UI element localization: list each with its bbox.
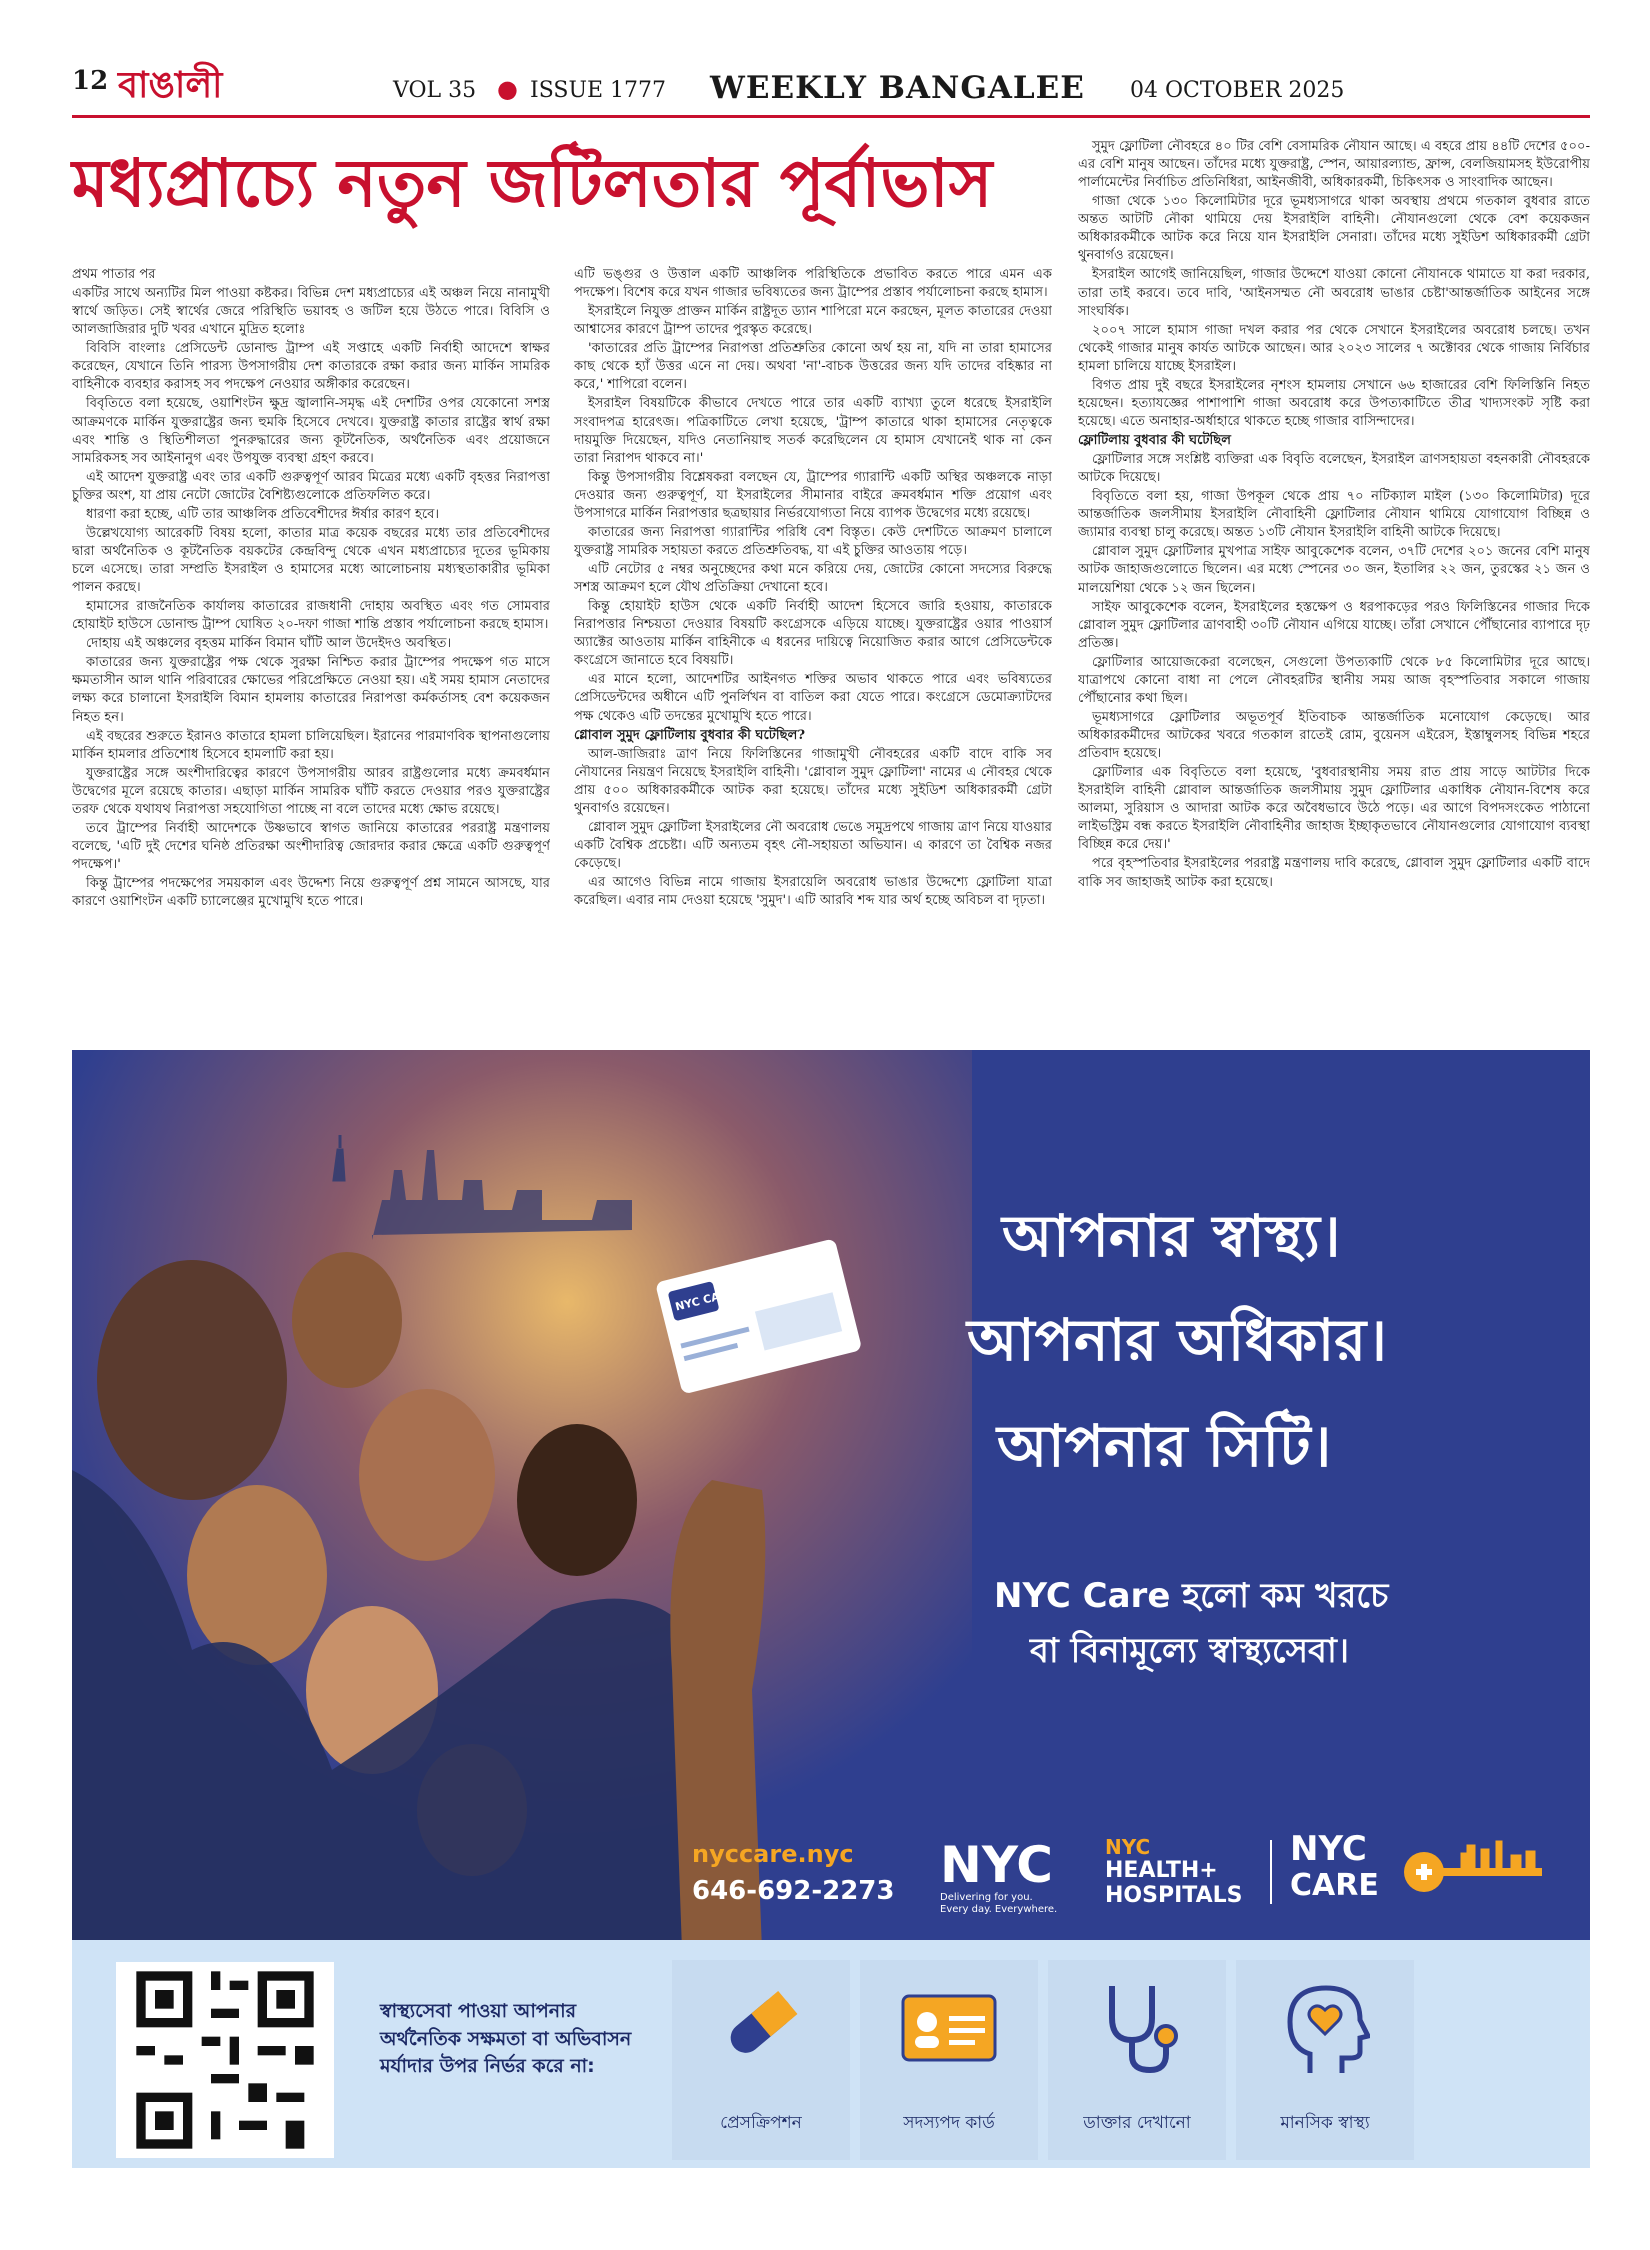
paper-name: WEEKLY BANGALEE (710, 70, 1085, 106)
benefit-doctor-visit (1048, 1960, 1226, 2160)
paragraph: এর মানে হলো, আদেশটির আইনগত শক্তির অভাব থাকতে পারে এবং ভবিষ্যতের প্রেসিডেন্টদের অধীনে এটি পুনর্লিখন বা বাতিল করা যেতে পারে। কংগ্রেসে ডেমোক্র্যাটদের পক্ষ থেকেও এটি তদন্তের মুখোমুখি হতে পারে। (574, 672, 1052, 724)
subheading: গ্লোবাল সুমুদ ফ্লোটিলায় বুধবার কী ঘটেছিল? (574, 727, 806, 743)
illustration-people-with-card (72, 1050, 972, 1950)
id-card-icon (899, 1988, 999, 2068)
page-number: 12 (72, 66, 109, 96)
card-brand: NYC CARE (673, 1286, 737, 1314)
benefit-label: ডাক্তার দেখানো (1083, 2113, 1191, 2133)
hh-line-1: HEALTH+ (1105, 1858, 1218, 1883)
masthead-rule (72, 115, 1590, 118)
paragraph: তবে ট্রাম্পের নির্বাহী আদেশকে উষ্ণভাবে স্বাগত জানিয়ে কাতারের পররাষ্ট্র মন্ত্রণালয় বলেছে, 'এটি দুই দেশের ঘনিষ্ঠ প্রতিরক্ষা অংশীদারিত্ব জোরদার করার ক্ষেত্রে একটি গুরুত্বপূর্ণ পদক্ষেপ।' (72, 820, 550, 872)
paragraph: হামাসের রাজনৈতিক কার্যালয় কাতারের রাজধানী দোহায় অবস্থিত এবং গত সোমবার হোয়াইট হাউসে ডোনাল্ড ট্রাম্প ঘোষিত ২০-দফা গাজা শান্তি প্রস্তাব পর্যালোচনা করছে হামাস। (72, 599, 550, 633)
paragraph: কাতারের জন্য যুক্তরাষ্ট্রের পক্ষ থেকে সুরক্ষা নিশ্চিত করার ট্রাম্পের পদক্ষেপ গত মাসে ক্ষমতাসীন আল থানি পরিবারের ক্ষোভের পরিপ্রেক্ষিতে নেওয়া হয়। এই সময় হামাস নেতাদের লক্ষ্য করে চালানো ইসরাইলি বিমান হামলায় কাতারের নিরাপত্তা কর্মকর্তাসহ বেশ কয়েকজন নিহত হন। (72, 655, 550, 725)
paragraph: কাতারের জন্য নিরাপত্তা গ্যারান্টির পরিধি বেশ বিস্তৃত। কেউ দেশটিতে আক্রমণ চালালে যুক্তরাষ্ট্র সামরিক সহায়তা করতে প্রতিশ্রুতিবদ্ধ, যা এই চুক্তির আওতায় পড়ে। (574, 524, 1052, 558)
nyc-care-logo-care: CARE (1290, 1868, 1379, 1903)
health-hospitals-nyc: NYC (1105, 1835, 1151, 1859)
stethoscope-icon (1092, 1978, 1182, 2078)
paragraph: পরে বৃহস্পতিবার ইসরাইলের পররাষ্ট্র মন্ত্রণালয় দাবি করেছে, গ্লোবাল সুমুদ ফ্লোটিলার একটি বাদে বাকি সব জাহাজই আটক করা হয়েছে। (1078, 856, 1590, 890)
paragraph: বিবৃতিতে বলা হয়, গাজা উপকূল থেকে প্রায় ৭০ নটিক্যাল মাইল (১৩০ কিলোমিটার) দূরে আন্তর্জাতিক জলসীমায় ইসরাইলি নৌবাহিনী ফ্লোটিলার নৌযান থামিয়ে যোগাযোগ বিচ্ছিন্ন ও জ্যামার ব্যবস্থা চালু করেছে। অন্তত ১৩টি নৌযান ইসরাইলি বাহিনী আটকে দিয়েছে। (1078, 489, 1590, 541)
paragraph: ভূমধ্যসাগরে ফ্লোটিলার অভূতপূর্ব ইতিবাচক আন্তর্জাতিক মনোযোগ কেড়েছে। আর অধিকারকর্মীদের আটকের খবরে গতকাল রাতেই রোম, বুয়েনস এইরেস, ইস্তাম্বুলসহ বিভিন্ন শহরে প্রতিবাদ হয়েছে। (1078, 709, 1590, 762)
paragraph: এটি নেটোর ৫ নম্বর অনুচ্ছেদের কথা মনে করিয়ে দেয়, জোটের কোনো সদস্যের বিরুদ্ধে সশস্ত্র আক্রমণ হলে যৌথ প্রতিক্রিয়া দেখানো হবে। (574, 562, 1052, 596)
paragraph: কিন্তু হোয়াইট হাউস থেকে একটি নির্বাহী আদেশ হিসেবে জারি হওয়ায়, কাতারকে নিরাপত্তার নিশ্চয়তা দেওয়ার বিষয়টি কংগ্রেসকে এড়িয়ে যাচ্ছে। যুক্তরাষ্ট্রের ওয়ার পাওয়ার্স অ্যাক্টের আওতায় মার্কিন বাহিনীকে এ ধরনের দায়িত্বে নিয়োজিত করার আগে প্রেসিডেন্টকে কংগ্রেসে জানাতে হবে বিষয়টি। (574, 599, 1052, 669)
paragraph: যুক্তরাষ্ট্রের সঙ্গে অংশীদারিত্বের কারণে উপসাগরীয় আরব রাষ্ট্রগুলোর মধ্যে ক্রমবর্ধমান উদ্বেগের মূলে রয়েছে কাতার। এছাড়া মার্কিন সামরিক ঘাঁটি করতে দেওয়ার পরও যুক্তরাষ্ট্রের তরফ থেকে যথাযথ নিরাপত্তা সহযোগিতা পাচ্ছে না বলে তাদের মধ্যে ক্ষোভ রয়েছে। (72, 765, 550, 817)
issue-label: ISSUE 1777 (530, 78, 667, 103)
article-column-1 (72, 266, 550, 1042)
paragraph: কিন্তু উপসাগরীয় বিশ্লেষকরা বলছেন যে, ট্রাম্পের গ্যারান্টি একটি অস্থির অঞ্চলকে নাড়া দেওয়ার জন্য গুরুত্বপূর্ণ, যা ইসরাইলের সীমানার বাইরে ক্রমবর্ধমান শক্তি প্রয়োগ এবং উপসাগরে মার্কিন নিরাপত্তার ছত্রছায়ার নির্ভরযোগ্যতা নিয়ে ব্যাপক উদ্বেগের মধ্যে রয়েছে। (574, 469, 1052, 521)
benefit-mental-health (1236, 1960, 1414, 2160)
paragraph: এর আগেও বিভিন্ন নামে গাজায় ইসরায়েলি অবরোধ ভাঙার উদ্দেশ্যে ফ্লোটিলা যাত্রা করেছিল। এবার নাম দেওয়া হয়েছে 'সুমুদ'। এটি আরবি শব্দ যার অর্থ হচ্ছে অবিচল বা দৃঢ়তা। (574, 875, 1052, 909)
ad-headline-3: আপনার সিটি। (997, 1412, 1332, 1480)
pill-icon (716, 1980, 806, 2070)
ad-headline-1: আপনার স্বাস্থ্য। (1002, 1202, 1341, 1270)
paragraph: বিবিসি বাংলাঃ প্রেসিডেন্ট ডোনাল্ড ট্রাম্প এই সপ্তাহে একটি নির্বাহী আদেশে স্বাক্ষর করেছেন, যেখানে তিনি পারস্য উপসাগরীয় দেশ কাতারকে রক্ষা করার জন্য মার্কিন সামরিক বাহিনীকে ব্যবহার করাসহ সব পদক্ষেপ নেওয়ার অঙ্গীকার করেছেন। (72, 341, 550, 393)
article-column-2 (574, 266, 1052, 1042)
nyc-tagline (940, 1892, 1057, 1916)
paragraph: সুমুদ ফ্লোটিলা নৌবহরে ৪০ টির বেশি বেসামরিক নৌযান আছে। এ বহরে প্রায় ৪৪টি দেশের ৫০০-এর বেশি মানুষ আছেন। তাঁদের মধ্যে যুক্তরাষ্ট্র, স্পেন, আয়ারল্যান্ড, ফ্রান্স, বেলজিয়ামসহ ইউরোপীয় পার্লামেন্টের নির্বাচিত প্রতিনিধিরা, আইনজীবী, অধিকারকর্মী, চিকিৎসক ও সাংবাদিক আছেন। (1078, 139, 1590, 191)
paragraph: এই আদেশ যুক্তরাষ্ট্র এবং তার একটি গুরুত্বপূর্ণ আরব মিত্রের মধ্যে একটি বৃহত্তর নিরাপত্তা চুক্তির অংশ, যা প্রায় নেটো জোটের বৈশিষ্ট্যগুলোকে প্রতিফলিত করে। (72, 469, 550, 503)
paragraph: ফ্লোটিলার এক বিবৃতিতে বলা হয়েছে, 'বুধবারস্থানীয় সময় রাত প্রায় সাড়ে আটটার দিকে ইসরাইলি বাহিনী গ্লোবাল আন্তর্জাতিক জলসীমায় সুমুদ ফ্লোটিলার একাধিক নৌযান-বিশেষ করে আলমা, সুরিয়াস ও আদারা আটক করে অবৈধভাবে উঠে পড়ে। এর আগে বিপদসংকেত পাঠানো লাইভস্ট্রিম বন্ধ করতে ইসরাইলি নৌবাহিনীর জাহাজ ইচ্ছাকৃতভাবে নৌযানগুলোর যোগাযোগ ব্যবস্থা বিচ্ছিন্ন করে দেয়।' (1078, 765, 1590, 853)
paragraph: আল-জাজিরাঃ ত্রাণ নিয়ে ফিলিস্তিনের গাজামুখী নৌবহরের একটি বাদে বাকি সব নৌযানের নিয়ন্ত্রণ নিয়েছে ইসরাইলি বাহিনী। 'গ্লোবাল সুমুদ ফ্লোটিলা' নামের এ নৌবহর থেকে প্রায় ৫০০ অধিকারকর্মীকে আটক করা হয়েছে। তাঁদের মধ্যে সুইডিশ অধিকারকর্মী গ্রেটা থুনবার্গও রয়েছেন। (574, 746, 1052, 816)
paragraph: গ্লোবাল সুমুদ ফ্লোটিলা ইসরাইলের নৌ অবরোধ ভেঙে সমুদ্রপথে গাজায় ত্রাণ নিয়ে যাওয়ার একটি বৈশ্বিক প্রচেষ্টা। এটি অন্যতম বৃহৎ নৌ-সহায়তা অভিযান। এ কারণে তা বৈশ্বিক নজর কেড়েছে। (574, 819, 1052, 871)
paragraph: 'কাতারের প্রতি ট্রাম্পের নিরাপত্তা প্রতিশ্রুতির কোনো অর্থ হয় না, যদি না তারা হামাসের কাছ থেকে হ্যাঁ উত্তর এনে না দেয়। অথবা 'না'-বাচক উত্তরের জন্য যদি তাদের বহিষ্কার না করে,' শাপিরো বলেন। (574, 341, 1052, 393)
paragraph: একটির সাথে অন্যটির মিল পাওয়া কষ্টকর। বিভিন্ন দেশ মধ্যপ্রাচ্যের এই অঞ্চল নিয়ে নানামুখী স্বার্থে জড়িত। সেই স্বার্থের জেরে পরিস্থিতি ভয়াবহ ও জটিল হয়ে উঠতে পারে। বিবিসি ও আলজাজিরার দুটি খবর এখানে মুদ্রিত হলোঃ (72, 286, 550, 338)
newspaper-logo: বাঙালী (118, 65, 223, 106)
paragraph: ফ্লোটিলার আয়োজকেরা বলেছেন, সেগুলো উপত্যকাটি থেকে ৮৫ কিলোমিটার দূরে আছে। যাত্রাপথে কোনো বাধা না পেলে নৌবহরটির স্থানীয় সময় আজ বৃহস্পতিবার সকালে গাজায় পৌঁছানোর কথা ছিল। (1078, 654, 1590, 706)
ad-phone[interactable]: 646-692-2273 (692, 1876, 895, 1906)
paragraph: ধারণা করা হচ্ছে, এটি তার আঞ্চলিক প্রতিবেশীদের ঈর্ষার কারণ হবে। (86, 506, 440, 522)
article-column-3 (1078, 138, 1590, 1042)
paragraph: বিবৃতিতে বলা হয়েছে, ওয়াশিংটন ক্ষুদ্র জ্বালানি-সমৃদ্ধ এই দেশটির ওপর যেকোনো সশস্ত্র আক্রমণকে মার্কিন যুক্তরাষ্ট্রের জন্য হুমকি হিসেবে দেখবে। যুক্তরাষ্ট্র কাতার রাষ্ট্রের স্বার্থ রক্ষা এবং শান্তি ও স্থিতিশীলতা পুনরুদ্ধারের জন্য কূটনৈতিক, অর্থনৈতিক এবং প্রয়োজনে সামরিকসহ সব আইনানুগ এবং উপযুক্ত ব্যবস্থা গ্রহণ করবে। (72, 396, 550, 466)
paragraph: ইসরাইলে নিযুক্ত প্রাক্তন মার্কিন রাষ্ট্রদূত ড্যান শাপিরো মনে করছেন, মূলত কাতারের দেওয়া আশ্বাসের কারণে ট্রাম্প তাদের পুরস্কৃত করেছে। (574, 304, 1052, 338)
paragraph: এই বছরের শুরুতে ইরানও কাতারে হামলা চালিয়েছিল। ইরানের পারমাণবিক স্থাপনাগুলোয় মার্কিন হামলার প্রতিশোধ হিসেবে হামলাটি করা হয়। (72, 728, 550, 762)
benefit-member-card (860, 1960, 1038, 2160)
eligibility-note: স্বাস্থ্যসেবা পাওয়া আপনার অর্থনৈতিক সক্ষমতা বা অভিবাসন মর্যাদার উপর নির্ভর করে না: (380, 2000, 632, 2078)
nyc-logo: NYC (940, 1836, 1053, 1894)
nyc-care-logo-nyc: NYC (1290, 1829, 1367, 1869)
paragraph: ফ্লোটিলার সঙ্গে সংশ্লিষ্ট ব্যক্তিরা এক বিবৃতি বলেছেন, ইসরাইল ত্রাণসহায়তা বহনকারী নৌবহরকে আটকে দিয়েছে। (1078, 452, 1590, 486)
nyc-tagline-2: Every day. Everywhere. (940, 1904, 1058, 1915)
ad-website[interactable]: nyccare.nyc (692, 1840, 854, 1868)
qr-code[interactable] (116, 1962, 334, 2158)
paragraph: গ্লোবাল সুমুদ ফ্লোটিলার মুখপাত্র সাইফ আবুকেশেক বলেন, ৩৭টি দেশের ২০১ জনের বেশি মানুষ আটক জাহাজগুলোতে ছিলেন। এর মধ্যে স্পেনের ৩০ জন, ইতালির ২২ জন, তুরস্কের ২১ জন ও মালয়েশিয়া থেকে ১২ জন ছিলেন। (1078, 544, 1590, 596)
issue-date: 04 OCTOBER 2025 (1130, 78, 1345, 103)
benefit-label: প্রেসক্রিপশন (720, 2113, 802, 2133)
benefit-label: মানসিক স্বাস্থ্য (1280, 2113, 1370, 2133)
paragraph: উল্লেখযোগ্য আরেকটি বিষয় হলো, কাতার মাত্র কয়েক বছরের মধ্যে তার প্রতিবেশীদের দ্বারা অর্থনৈতিক ও কূটনৈতিক বয়কটের কেন্দ্রবিন্দু থেকে এখন মধ্যপ্রাচ্যের দূতের ভূমিকায় চলে এসেছে। তারা সম্প্রতি ইসরাইল ও হামাসের মধ্যে আলোচনায় মধ্যস্থতাকারীর ভূমিকা পালন করছে। (72, 525, 550, 596)
hh-line-2: HOSPITALS (1105, 1883, 1243, 1909)
article-headline: মধ্যপ্রাচ্যে নতুন জটিলতার পূর্বাভাস (72, 145, 993, 222)
paragraph: গাজা থেকে ১৩০ কিলোমিটার দূরে ভূমধ্যসাগরে থাকা অবস্থায় প্রথমে গতকাল বুধবার রাতে অন্তত আটটি নৌকা থামিয়ে দেয় ইসরাইলি বাহিনী। নৌযানগুলো থেকে বেশ কয়েকজন অধিকারকর্মীকে আটক করে নিয়ে যান ইসরাইলি সেনারা। তাঁদের মধ্যে সুইডিশ অধিকারকর্মী গ্রেটা থুনবার্গও রয়েছেন। (1078, 194, 1590, 264)
mind-heart-icon (1280, 1978, 1370, 2078)
benefit-prescription (672, 1960, 850, 2160)
nyc-tagline-1: Delivering for you. (940, 1892, 1033, 1903)
paragraph: বিগত প্রায় দুই বছরে ইসরাইলের নৃশংস হামলায় সেখানে ৬৬ হাজারের বেশি ফিলিস্তিনি নিহত হয়েছেন। হত্যাযজ্ঞের পাশাপাশি গাজা অবরোধ করে উপত্যকাটিতে তীব্র খাদ্যসংকট সৃষ্টি করা হয়েছে। এতে অনাহার-অর্ধাহারে থাকতে হচ্ছে গাজার বাসিন্দাদের। (1078, 377, 1590, 429)
ad-subheadline-2: বা বিনামূল্যে স্বাস্থ্যসেবা। (1030, 1631, 1349, 1671)
continuation-note: প্রথম পাতার পর (72, 267, 156, 282)
paragraph: এটি ভঙ্গুর ও উত্তাল একটি আঞ্চলিক পরিস্থিতিকে প্রভাবিত করতে পারে এমন এক পদক্ষেপ। বিশেষ করে যখন গাজার ভবিষ্যতের জন্য ট্রাম্পের প্রস্তাব পর্যালোচনা করছে হামাস। (574, 267, 1052, 301)
nyc-care-advertisement (72, 1050, 1590, 2168)
paragraph: ২০০৭ সালে হামাস গাজা দখল করার পর থেকে সেখানে ইসরাইলের অবরোধ চলছে। তখন থেকেই গাজার মানুষ কার্যত আটকে আছেন। আর ২০২৩ সালের ৭ অক্টোবর থেকে গাজায় নির্বিচার হামলা চালিয়ে যাচ্ছে ইসরাইল। (1078, 322, 1590, 374)
paragraph: ইসরাইল আগেই জানিয়েছিল, গাজার উদ্দেশে যাওয়া কোনো নৌযানকে থামাতে যা করা দরকার, তারা তাই করবে। তবে দাবি, 'আইনসম্মত নৌ অবরোধ ভাঙার চেষ্টা'আন্তর্জাতিক আইনের সঙ্গে সাংঘর্ষিক। (1078, 267, 1590, 319)
health-hospitals-logo (1105, 1858, 1242, 1909)
benefit-label: সদস্যপদ কার্ড (903, 2113, 995, 2133)
paragraph: সাইফ আবুকেশেক বলেন, ইসরাইলের হস্তক্ষেপ ও ধরপাকড়ের পরও ফিলিস্তিনের গাজার দিকে গ্লোবাল সুমুদ ফ্লোটিলার ত্রাণবাহী ৩০টি নৌযান এগিয়ে যাচ্ছে। তাঁরা সেখানে পৌঁছানোর ব্যাপারে দৃঢ় প্রতিজ্ঞ। (1078, 599, 1590, 651)
key-skyline-icon (1402, 1832, 1552, 1902)
paragraph: কিন্তু ট্রাম্পের পদক্ষেপের সময়কাল এবং উদ্দেশ্য নিয়ে গুরুত্বপূর্ণ প্রশ্ন সামনে আসছে, যার কারণে ওয়াশিংটন একটি চ্যালেঞ্জের মুখোমুখি হতে পারে। (72, 876, 550, 910)
paragraph: ইসরাইল বিষয়টিকে কীভাবে দেখতে পারে তার একটি ব্যাখ্যা তুলে ধরেছে ইসরাইলি সংবাদপত্র হারেৎজ। পত্রিকাটিতে লেখা হয়েছে, 'ট্রাম্প কাতারে থাকা হামাসের নেতৃত্বকে দায়মুক্তি দিয়েছেন, যদিও নেতানিয়াহু সতর্ক করেছিলেন যে হামাস যেখানেই থাক না কেন তারা নিরাপদ থাকবে না।' (574, 396, 1052, 466)
logo-divider (1270, 1840, 1272, 1904)
ad-headline-2: আপনার অধিকার। (967, 1306, 1387, 1374)
paragraph: দোহায় এই অঞ্চলের বৃহত্তম মার্কিন বিমান ঘাঁটি আল উদেইদও অবস্থিত। (86, 636, 452, 652)
volume-label: VOL 35 (393, 78, 477, 103)
separator-dot: ● (497, 75, 518, 103)
ad-subheadline-1: NYC Care হলো কম খরচে (994, 1576, 1389, 1616)
subheading: ফ্লোটিলায় বুধবার কী ঘটেছিল (1078, 433, 1231, 448)
